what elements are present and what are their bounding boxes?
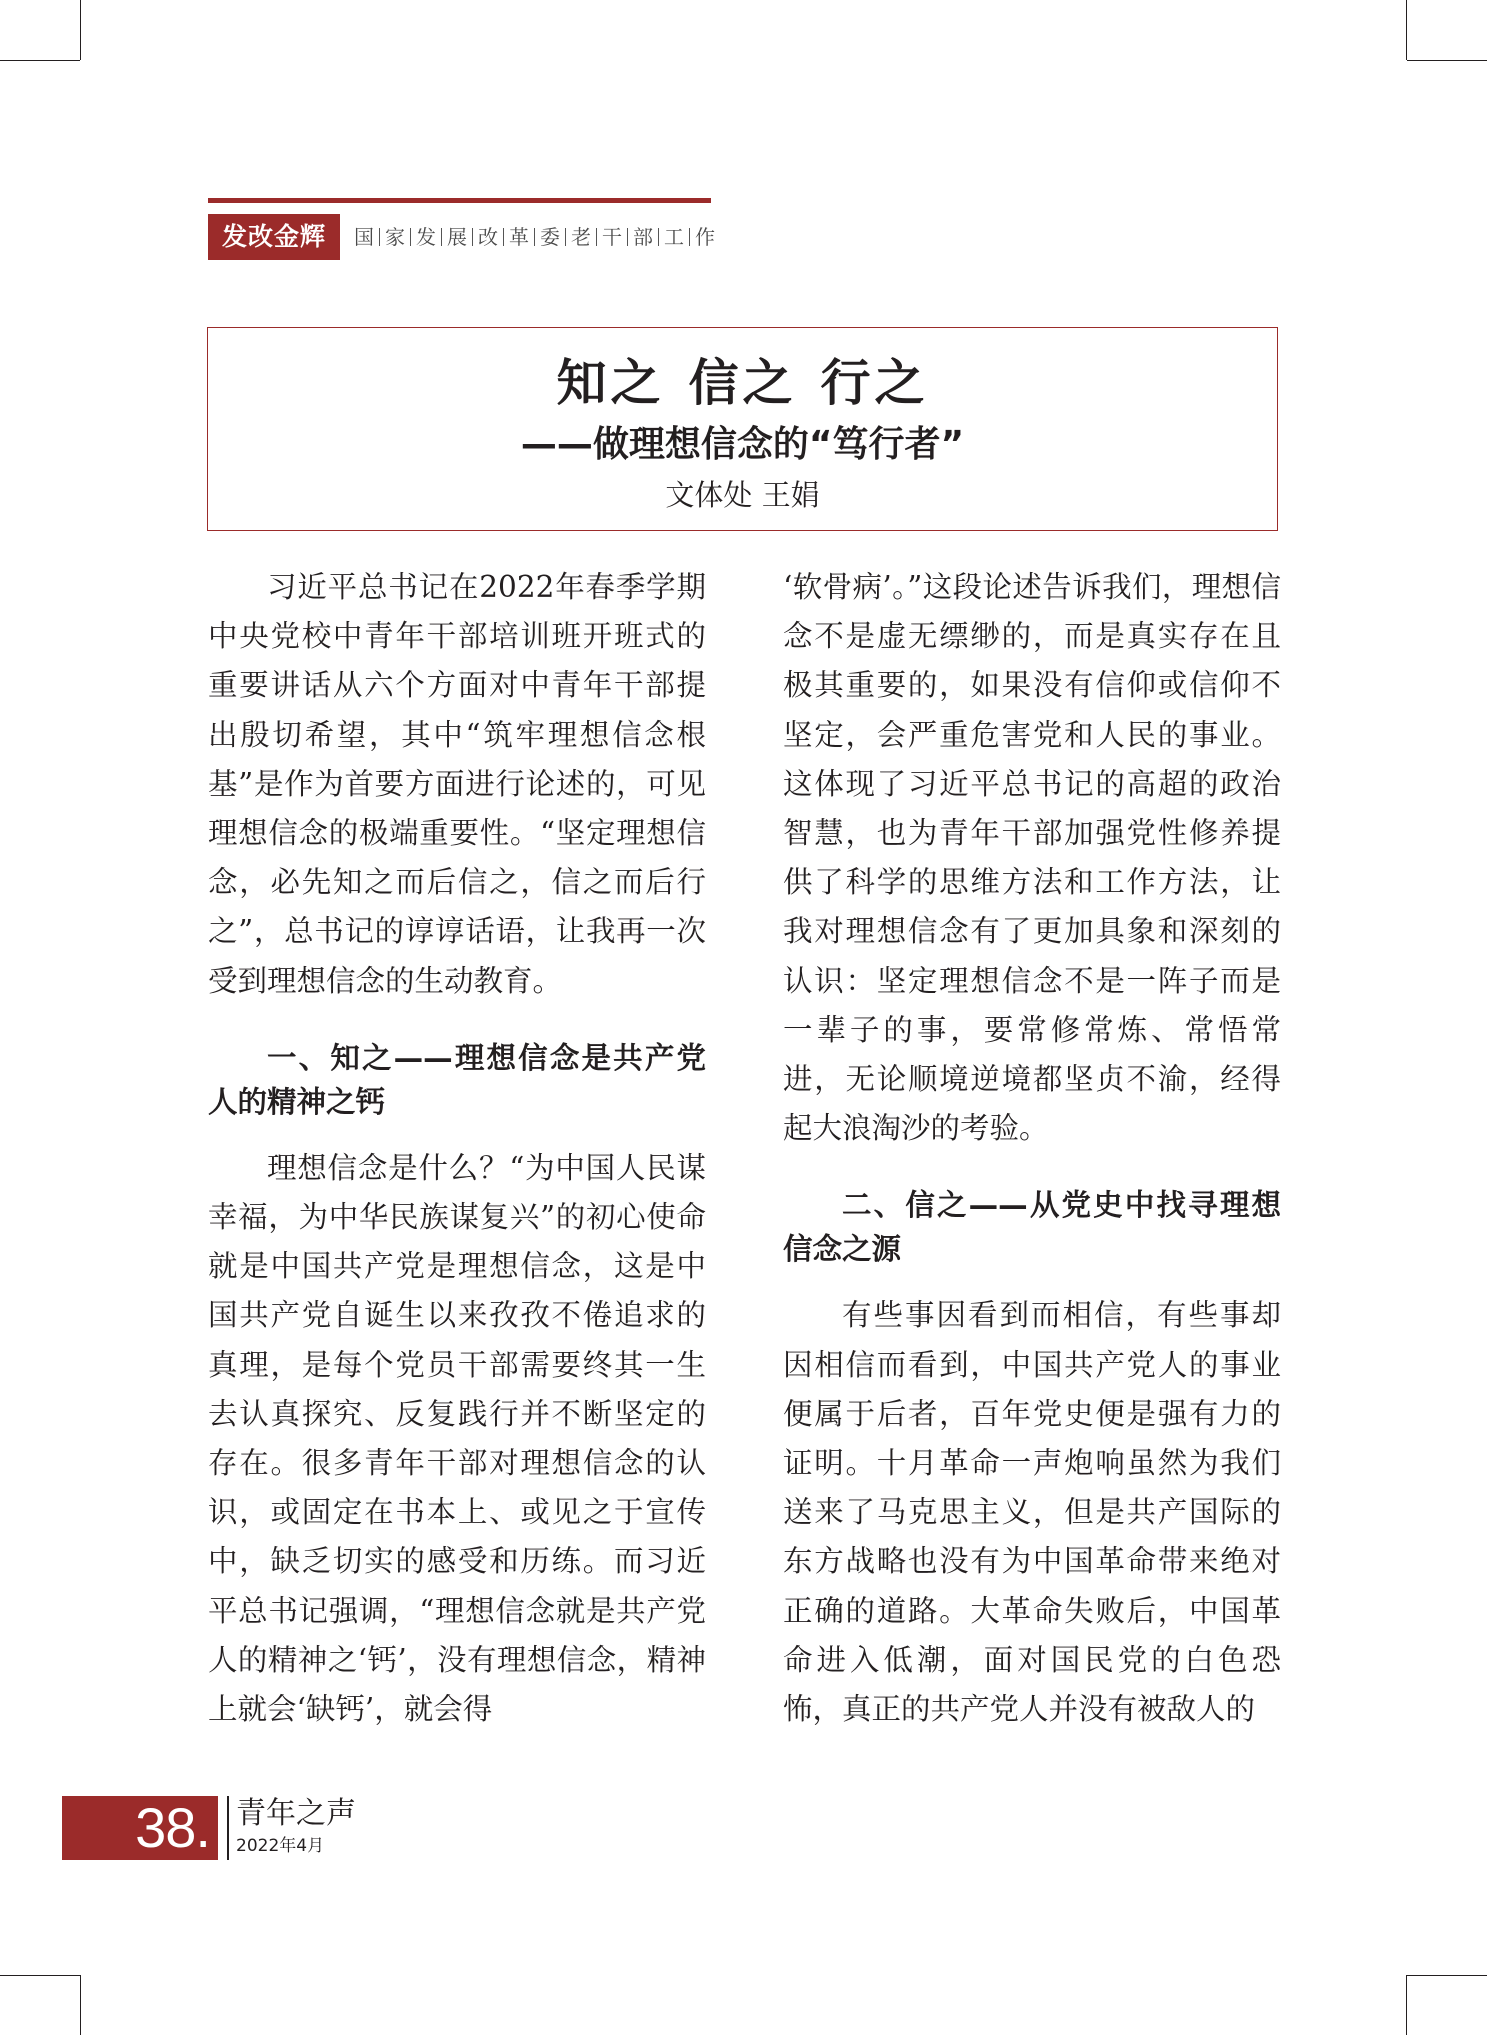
section-brand: 发改金辉 bbox=[208, 214, 340, 260]
page-number-box bbox=[62, 1796, 218, 1860]
header-subtitle-char: 家 bbox=[385, 225, 405, 249]
separator-bar bbox=[658, 228, 659, 246]
header-rule bbox=[208, 198, 711, 203]
header-subtitle-char: 革 bbox=[509, 225, 529, 249]
magazine-name: 青年之声 bbox=[236, 1796, 356, 1831]
header-subtitle-char: 干 bbox=[602, 225, 622, 249]
crop-mark bbox=[1407, 60, 1487, 61]
crop-mark bbox=[80, 0, 81, 60]
article-title bbox=[208, 350, 1277, 416]
crop-mark bbox=[80, 1975, 81, 2035]
crop-mark bbox=[1406, 0, 1407, 60]
title-part: 知之 bbox=[556, 353, 665, 412]
body-paragraph: ‘软骨病’。”这段论述告诉我们，理想信念不是虚无缥缈的，而是真实存在且极其重要的，如果没有信仰或信仰不坚定，会严重危害党和人民的事业。这体现了习近平总书记的高超的政治智慧，也为青年干部加强党性修养提供了科学的思维方法和工作方法，让我对理想信念有了更加具象和深刻的认识：坚定理想信念不是一阵子而是一辈子的事，要常修常炼、常悟常进，无论顺境逆境都坚贞不渝，经得起大浪淘沙的考验。 bbox=[783, 570, 1281, 1146]
header-subtitle-char: 国 bbox=[354, 225, 374, 249]
article-subtitle: ——做理想信念的“笃行者” bbox=[520, 424, 965, 465]
header-subtitle-char: 改 bbox=[478, 225, 498, 249]
page-number: 38. bbox=[135, 1796, 210, 1859]
title-part: 行之 bbox=[820, 353, 929, 412]
separator-bar bbox=[627, 228, 628, 246]
separator-bar bbox=[689, 228, 690, 246]
crop-mark bbox=[0, 60, 80, 61]
section-heading: 二、信之——从党史中找寻理想信念之源 bbox=[783, 1188, 1281, 1267]
separator-bar bbox=[534, 228, 535, 246]
title-part: 信之 bbox=[688, 353, 797, 412]
header-subtitle-char: 展 bbox=[447, 225, 467, 249]
separator-bar bbox=[472, 228, 473, 246]
separator-bar bbox=[441, 228, 442, 246]
separator-bar bbox=[596, 228, 597, 246]
body-paragraph: 习近平总书记在2022年春季学期中央党校中青年干部培训班开班式的重要讲话从六个方面对中青年干部提出殷切希望，其中“筑牢理想信念根基”是作为首要方面进行论述的，可见理想信念的极端重要性。“坚定理想信念，必先知之而后信之，信之而后行之”，总书记的谆谆话语，让我再一次受到理想信念的生动教育。 bbox=[208, 570, 706, 998]
header-subtitle-char: 老 bbox=[571, 225, 591, 249]
crop-mark bbox=[0, 1975, 80, 1976]
header-subtitle bbox=[354, 222, 715, 252]
article-author: 文体处 王娟 bbox=[665, 478, 820, 512]
header-subtitle-char: 委 bbox=[540, 225, 560, 249]
header-subtitle-char: 作 bbox=[695, 225, 715, 249]
crop-mark bbox=[1407, 1975, 1487, 1976]
article-title-box bbox=[207, 327, 1278, 531]
body-paragraph: 理想信念是什么？“为中国人民谋幸福，为中华民族谋复兴”的初心使命就是中国共产党是理想信念，这是中国共产党自诞生以来孜孜不倦追求的真理，是每个党员干部需要终其一生去认真探究、反复践行并不断坚定的存在。很多青年干部对理想信念的认识，或固定在书本上、或见之于宣传中，缺乏切实的感受和历练。而习近平总书记强调，“理想信念就是共产党人的精神之‘钙’，没有理想信念，精神上就会‘缺钙’，就会得 bbox=[208, 1150, 706, 1727]
separator-bar bbox=[410, 228, 411, 246]
issue-date: 2022年4月 bbox=[236, 1836, 325, 1856]
header-subtitle-char: 发 bbox=[416, 225, 436, 249]
separator-bar bbox=[565, 228, 566, 246]
footer-divider bbox=[227, 1796, 229, 1860]
separator-bar bbox=[503, 228, 504, 246]
left-column bbox=[208, 563, 706, 1734]
separator-bar bbox=[379, 228, 380, 246]
section-heading: 一、知之——理想信念是共产党人的精神之钙 bbox=[208, 1040, 706, 1119]
crop-mark bbox=[1406, 1975, 1407, 2035]
header-subtitle-char: 工 bbox=[664, 225, 684, 249]
body-paragraph: 有些事因看到而相信，有些事却因相信而看到，中国共产党人的事业便属于后者，百年党史便是强有力的证明。十月革命一声炮响虽然为我们送来了马克思主义，但是共产国际的东方战略也没有为中国革命带来绝对正确的道路。大革命失败后，中国革命进入低潮，面对国民党的白色恐怖，真正的共产党人并没有被敌人的 bbox=[783, 1298, 1281, 1727]
right-column bbox=[783, 563, 1281, 1734]
header-subtitle-char: 部 bbox=[633, 225, 653, 249]
